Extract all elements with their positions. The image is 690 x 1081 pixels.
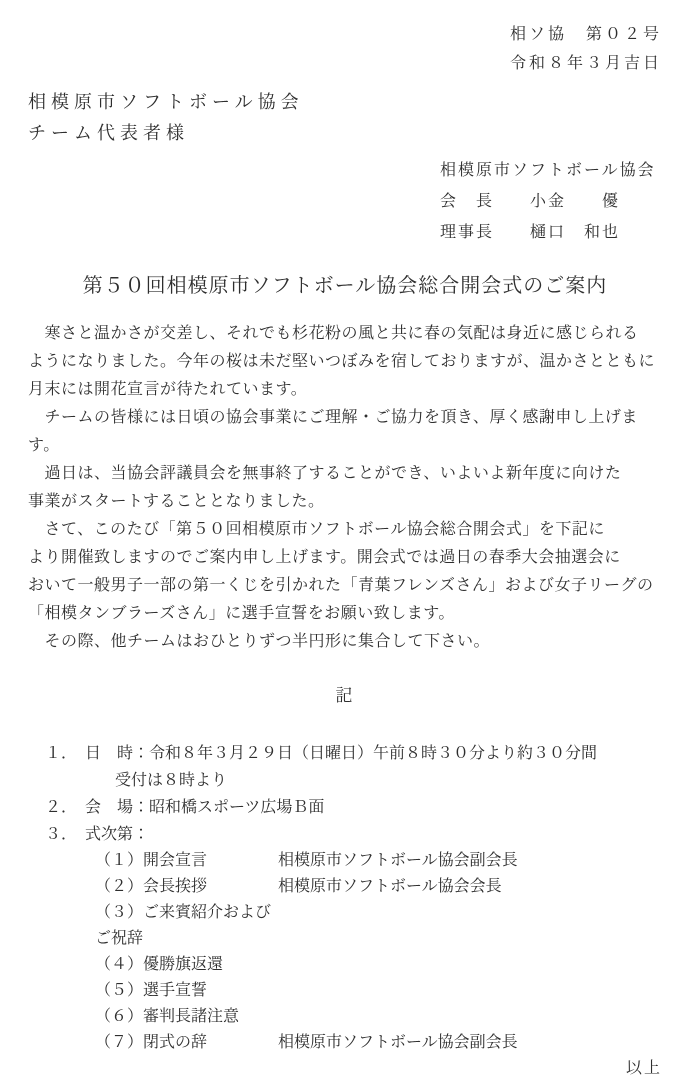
agenda-item xyxy=(95,1030,662,1056)
body-line: チームの皆様には日頃の協会事業にご理解・ご協力を頂き、厚く感謝申し上げます。 xyxy=(28,409,638,454)
record-marker: 記 xyxy=(335,686,355,705)
body-line: 寒さと温かさが交差し、それでも杉花粉の風と共に春の気配は身近に感じられる xyxy=(28,325,639,342)
body-line: より開催致しますのでご案内申し上げます。開会式では過日の春季大会抽選会に xyxy=(28,549,621,566)
body-line: ようになりました。今年の桜は未だ堅いつぼみを宿しておりますが、温かさとともに xyxy=(28,353,656,370)
recipient-addressee: チーム代表者様 xyxy=(28,123,189,143)
detail-datetime-reception: 受付は８時より xyxy=(115,772,228,789)
detail-datetime: １． 日 時：令和８年３月２９日（日曜日）午前８時３０分より約３０分間 xyxy=(45,745,598,762)
body-line: 過日は、当協会評議員会を無事終了することができ、いよいよ新年度に向けた xyxy=(28,465,622,482)
document-meta xyxy=(28,14,662,78)
detail-venue: ２． 会 場：昭和橋スポーツ広場Ｂ面 xyxy=(45,799,325,816)
agenda-item xyxy=(95,874,662,900)
agenda-item-role: 相模原市ソフトボール協会副会長 xyxy=(278,852,518,869)
recipient-block xyxy=(28,87,662,149)
body-text xyxy=(28,320,662,656)
detail-program-heading: ３． 式次第： xyxy=(45,826,150,843)
details-section xyxy=(28,740,662,1056)
sender-director: 理事長 樋口 和也 xyxy=(440,224,621,241)
body-line: 「相模タンブラーズさん」に選手宣誓をお願い致します。 xyxy=(28,605,455,622)
doc-date: 令和８年３月吉日 xyxy=(509,55,662,72)
document-title: 第５０回相模原市ソフトボール協会総合開会式のご案内 xyxy=(82,275,608,297)
agenda-item-role: 相模原市ソフトボール協会副会長 xyxy=(278,1034,518,1051)
doc-number: 相ソ協 第０２号 xyxy=(509,26,662,43)
sender-org: 相模原市ソフトボール協会 xyxy=(440,162,656,179)
agenda-item-label: （２）会長挨拶 xyxy=(95,878,208,895)
agenda-item-label: （３）ご来賓紹介およびご祝辞 xyxy=(95,904,272,947)
agenda-item xyxy=(95,900,662,952)
body-line: おいて一般男子一部の第一くじを引かれた「青葉フレンズさん」および女子リーグの xyxy=(28,577,654,594)
sender-chairman: 会 長 小金 優 xyxy=(440,193,621,210)
body-line: さて、このたび「第５０回相模原市ソフトボール協会総合開会式」を下記に xyxy=(28,521,605,538)
recipient-org: 相模原市ソフトボール協会 xyxy=(28,92,304,112)
agenda-item-label: （６）審判長諸注意 xyxy=(95,1008,240,1025)
agenda-item-label: （１）開会宣言 xyxy=(95,852,208,869)
sender-block xyxy=(440,155,662,248)
agenda-item-role: 相模原市ソフトボール協会会長 xyxy=(278,878,502,895)
agenda-item xyxy=(95,952,662,978)
body-line: その際、他チームはおひとりずつ半円形に集合して下さい。 xyxy=(28,633,491,650)
agenda-item xyxy=(95,978,662,1004)
body-line: 事業がスタートすることとなりました。 xyxy=(28,493,325,510)
agenda-item-label: （７）閉式の辞 xyxy=(95,1034,208,1051)
agenda-list xyxy=(28,848,662,1056)
agenda-item xyxy=(95,848,662,874)
agenda-item-label: （５）選手宣誓 xyxy=(95,982,208,999)
agenda-item xyxy=(95,1004,662,1030)
agenda-item-label: （４）優勝旗返還 xyxy=(95,956,224,973)
body-line: 月末には開花宣言が待たれています。 xyxy=(28,381,308,398)
closing-marker: 以上 xyxy=(625,1060,662,1077)
